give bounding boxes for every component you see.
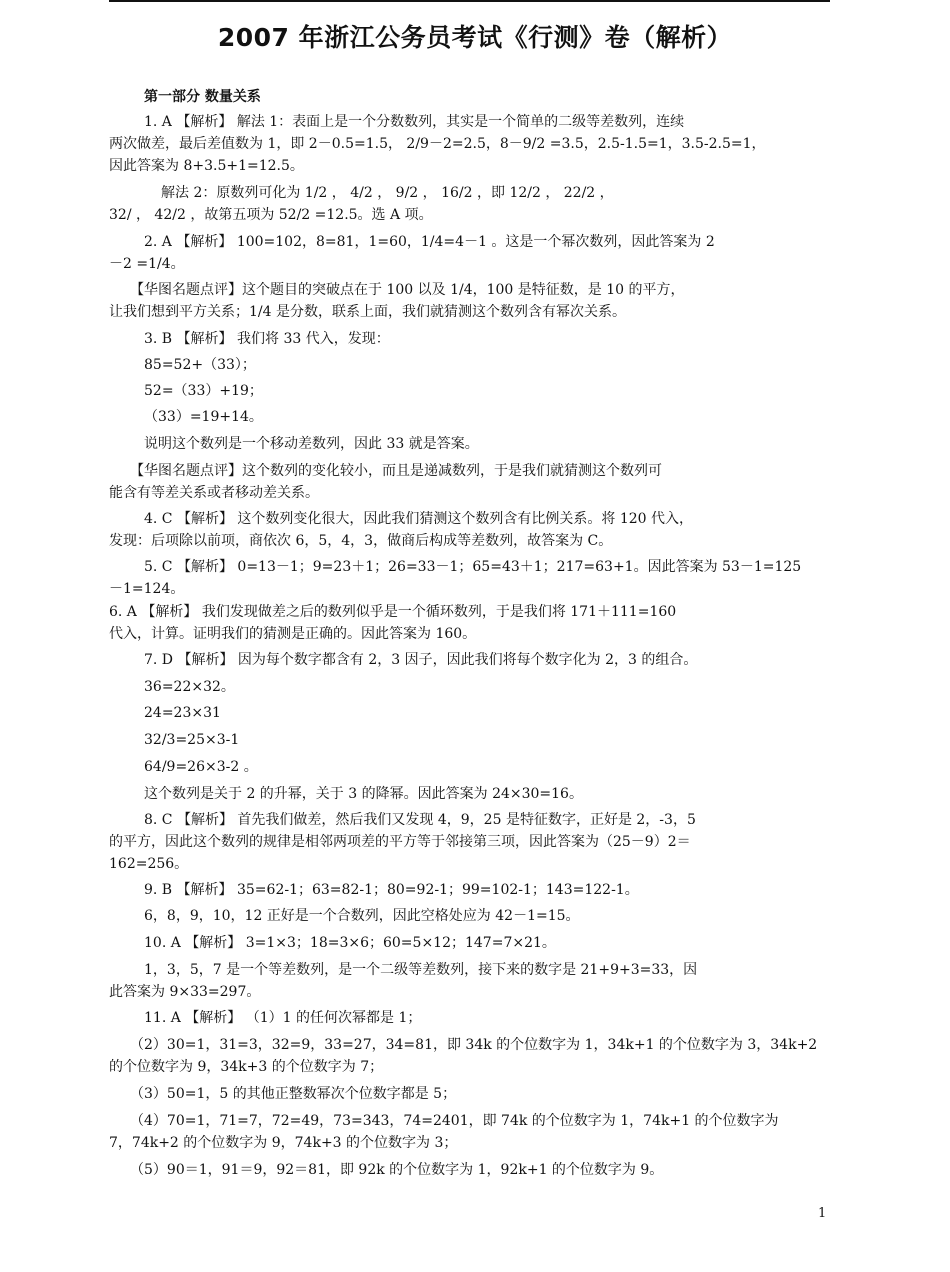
text-line: 32/3=25×3-1 <box>144 732 240 748</box>
text-line: 7. D 【解析】 因为每个数字都含有 2，3 因子，因此我们将每个数字化为 2，3 的组合。 <box>144 652 698 668</box>
text-line: 发现：后项除以前项，商依次 6，5，4，3，做商后构成等差数列，故答案为 C。 <box>109 533 613 549</box>
text-line: 5. C 【解析】 0=13－1；9=23＋1；26=33－1；65=43＋1；217=63+1。因此答案为 53－1=125 <box>144 559 802 575</box>
text-line: 162=256。 <box>109 856 189 872</box>
text-line: 6，8，9，10，12 正好是一个合数列，因此空格处应为 42－1=15。 <box>144 908 580 924</box>
text-line: 2. A 【解析】 100=102，8=81，1=60，1/4=4－1 。这是一个幂次数列，因此答案为 2 <box>144 234 715 250</box>
text-line: （2）30=1，31=3，32=9，33=27，34=81，即 34k 的个位数字为 1，34k+1 的个位数字为 3，34k+2 <box>130 1037 818 1053</box>
text-line: 1. A 【解析】 解法 1：表面上是一个分数数列，其实是一个简单的二级等差数列，连续 <box>144 114 685 130</box>
text-line: 11. A 【解析】 （1）1 的任何次幂都是 1； <box>144 1010 422 1026</box>
text-line: 两次做差，最后差值数为 1，即 2－0.5=1.5， 2/9－2=2.5，8－9/2 =3.5，2.5-1.5=1，3.5-2.5=1， <box>109 136 766 152</box>
text-line: 36=22×32。 <box>144 679 235 695</box>
text-line: 7，74k+2 的个位数字为 9，74k+3 的个位数字为 3； <box>109 1135 458 1151</box>
text-line: －1=124。 <box>109 581 185 597</box>
text-line: －2 =1/4。 <box>109 256 185 272</box>
text-line: 【华图名题点评】这个题目的突破点在于 100 以及 1/4，100 是特征数，是 10 的平方， <box>130 282 685 298</box>
page-title: 2007 年浙江公务员考试《行测》卷（解析） <box>217 23 733 52</box>
text-line: 【华图名题点评】这个数列的变化较小，而且是递减数列，于是我们就猜测这个数列可 <box>130 463 662 479</box>
text-line: 说明这个数列是一个移动差数列，因此 33 就是答案。 <box>144 436 479 452</box>
text-line: 这个数列是关于 2 的升幂，关于 3 的降幂。因此答案为 24×30=16。 <box>144 786 583 802</box>
text-line: （4）70=1，71=7，72=49，73=343，74=2401，即 74k 的个位数字为 1，74k+1 的个位数字为 <box>130 1113 779 1129</box>
text-line: 3. B 【解析】 我们将 33 代入，发现： <box>144 331 390 347</box>
page-number: 1 <box>818 1206 827 1221</box>
text-line: 4. C 【解析】 这个数列变化很大，因此我们猜测这个数列含有比例关系。将 120 代入， <box>144 511 694 527</box>
text-line: 85=52+（33）； <box>144 357 256 373</box>
text-line: （5）90＝1，91＝9，92＝81，即 92k 的个位数字为 1，92k+1 的个位数字为 9。 <box>130 1162 664 1178</box>
text-line: 10. A 【解析】 3=1×3；18=3×6；60=5×12；147=7×21。 <box>144 935 556 951</box>
text-line: 代入，计算。证明我们的猜测是正确的。因此答案为 160。 <box>109 626 477 642</box>
text-line: 52=（33）+19； <box>144 383 263 399</box>
header-rule <box>109 0 830 2</box>
text-line: （3）50=1，5 的其他正整数幂次个位数字都是 5； <box>130 1086 457 1102</box>
text-line: 1，3，5，7 是一个等差数列，是一个二级等差数列，接下来的数字是 21+9+3=33，因 <box>144 962 698 978</box>
section-heading: 第一部分 数量关系 <box>144 89 261 105</box>
text-line: 此答案为 9×33=297。 <box>109 984 261 1000</box>
text-line: 64/9=26×3-2 。 <box>144 759 258 775</box>
text-line: 24=23×31 <box>144 705 221 721</box>
text-line: 8. C 【解析】 首先我们做差，然后我们又发现 4，9，25 是特征数字，正好是 2，-3，5 <box>144 812 696 828</box>
text-line: 的平方，因此这个数列的规律是相邻两项差的平方等于邻接第三项，因此答案为（25－9）2＝ <box>109 834 691 850</box>
text-line: 9. B 【解析】 35=62-1；63=82-1；80=92-1；99=102-1；143=122-1。 <box>144 882 639 898</box>
text-line: 让我们想到平方关系；1/4 是分数，联系上面，我们就猜测这个数列含有幂次关系。 <box>109 304 626 320</box>
text-line: （33）=19+14。 <box>144 409 263 425</box>
text-line: 解法 2：原数列可化为 1/2 ， 4/2 ， 9/2 ， 16/2 ，即 12/2 ， 22/2 ， <box>161 185 614 201</box>
text-line: 因此答案为 8+3.5+1=12.5。 <box>109 158 304 174</box>
text-line: 32/ ， 42/2 ，故第五项为 52/2 =12.5。选 A 项。 <box>109 207 433 223</box>
text-line: 的个位数字为 9，34k+3 的个位数字为 7； <box>109 1059 384 1075</box>
text-line: 能含有等差关系或者移动差关系。 <box>109 485 319 501</box>
text-line: 6. A 【解析】 我们发现做差之后的数列似乎是一个循环数列，于是我们将 171＋111=160 <box>109 604 677 620</box>
